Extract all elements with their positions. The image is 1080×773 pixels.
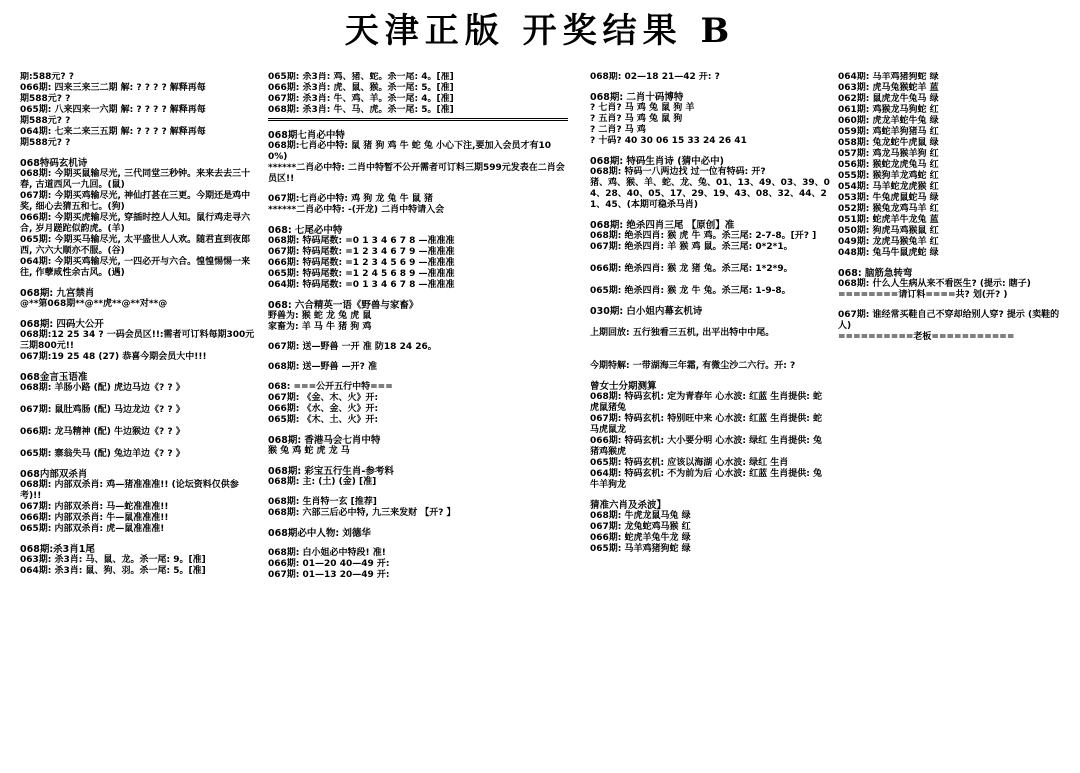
text-line: 064期: 杀3肖: 鼠、狗、羽。杀一尾: 5。[准] <box>20 566 206 576</box>
text-line <box>590 350 830 361</box>
text-line: 065期: 马羊鸡猪狗蛇 绿 <box>590 544 691 554</box>
text-line: 066期: 01—20 40—49 开: <box>268 559 390 569</box>
section-block <box>20 72 260 149</box>
text-line: 066期: 今期买虎输尽光, 穿插时控人人知。鼠行鸡走寻六合, 岁月蹉跎似韵虎。(羊) <box>20 213 251 234</box>
text-line: 052期: 猴兔龙鸡马羊 红 <box>838 204 939 214</box>
text-line: 066期: 龙马精神 (配) 牛边猴边《? ? 》 <box>20 427 185 437</box>
section-block <box>268 72 568 121</box>
text-line: 067期: 杀3肖: 牛、鸡、羊。杀一尾: 4。[准] <box>268 94 454 104</box>
text-line: 061期: 鸡猴龙马狗蛇 红 <box>838 105 939 115</box>
text-line: 068期: 主: (土) (金) [准] <box>268 477 377 487</box>
section-block <box>268 342 568 353</box>
text-line: 068: ===公开五行中特=== <box>268 382 393 392</box>
text-line: 051期: 蛇虎羊牛龙兔 蓝 <box>838 215 939 225</box>
section-title: 猜准六肖及杀波】 <box>590 500 667 511</box>
text-line: 067期:19 25 48 (27) 恭喜今期会员大中!!! <box>20 352 207 362</box>
section-title: 068金言玉语准 <box>20 372 88 383</box>
text-line: 058期: 兔龙蛇牛虎鼠 绿 <box>838 138 939 148</box>
text-line: 期588元? ? <box>20 116 71 126</box>
section-block <box>20 372 260 460</box>
text-line: 066期: 四来三来三二期 解: ? ? ? ? 解释再每 <box>20 83 206 93</box>
section-title: 068内部双杀肖 <box>20 469 88 480</box>
text-line: 066期: 杀3肖: 虎、鼠、猴。杀一尾: 5。[准] <box>268 83 454 93</box>
section-title: 068期必中人物: 刘德华 <box>268 528 371 539</box>
text-line: 066期: 蛇虎羊兔牛龙 绿 <box>590 533 691 543</box>
text-line <box>20 438 260 449</box>
text-line: 期:588元? ? <box>20 72 74 82</box>
section-block <box>590 500 830 555</box>
text-line: 067期: 龙兔蛇鸡马猴 红 <box>590 522 691 532</box>
text-line: 065期: 《木、土、火》开: <box>268 415 379 425</box>
column-2 <box>268 72 568 762</box>
section-block <box>268 194 568 216</box>
text-line: 057期: 鸡龙马猴羊狗 红 <box>838 149 939 159</box>
text-line: 068期: 绝杀四肖: 猴 虎 牛 鸡。杀三尾: 2-7-8。[开? ] <box>590 231 817 241</box>
text-line: 049期: 龙虎马猴兔羊 红 <box>838 237 939 247</box>
text-line: 065期: 八来四来一六期 解: ? ? ? ? 解释再每 <box>20 105 206 115</box>
section-block <box>838 268 1068 301</box>
text-line: 067期: 01—13 20—49 开: <box>268 570 390 580</box>
section-title: 068期: 二肖十码博特 <box>590 92 684 103</box>
section-title: 030期: 白小姐内幕玄机诗 <box>590 306 703 317</box>
text-line: 066期: 特码尾数: =1 2 3 4 5 6 9 —准准准 <box>268 258 455 268</box>
text-line: @**第068期**@**虎**@**对**@ <box>20 299 168 309</box>
text-line: 上期回放: 五行独看三五机, 出平出特中中尾。 <box>590 328 775 338</box>
text-line: 今期特解: 一带湖海三年霜, 有微尘沙二六行。开: ? <box>590 361 796 371</box>
text-line <box>590 275 830 286</box>
text-line: 062期: 鼠虎龙牛兔马 绿 <box>838 94 939 104</box>
text-line: 068期:七肖必中特: 鼠 猪 狗 鸡 牛 蛇 兔 小心下注,要加入会员才有100%) <box>268 141 551 162</box>
section-title: 068: 六合精英一语《野兽与家畜》 <box>268 300 419 311</box>
text-line: 068期: 02—18 21—42 开: ? <box>590 72 720 82</box>
text-line: 065期: 今期买马输尽光, 太平盛世人人欢。随君直到夜郎西, 六六大顺亦不服。(谷) <box>20 235 251 256</box>
text-line: 家畜为: 羊 马 牛 猪 狗 鸡 <box>268 322 372 332</box>
text-line: 068期: 内部双杀肖: 鸡—猪准准准!! (论坛资料仅供参考)!! <box>20 480 239 501</box>
text-line: 054期: 马羊蛇龙虎猴 红 <box>838 182 939 192</box>
section-title: 068期: 香港马会七肖中特 <box>268 435 381 446</box>
text-line: 猴 兔 鸡 蛇 虎 龙 马 <box>268 446 350 456</box>
text-line: 猪、鸡、猴、羊、蛇、龙、兔、01、13、49、03、39、04、28、40、05、17、29、19、43、08、32、44、21、45、(本期可稳杀马肖) <box>590 178 830 210</box>
text-line: 068期: 特码尾数: =0 1 3 4 6 7 8 —准准准 <box>268 236 455 246</box>
text-line <box>20 416 260 427</box>
text-line: 068期: 送—野兽 —开? 准 <box>268 362 378 372</box>
section-title: 068: 脑筋急转弯 <box>838 268 913 279</box>
section-title: 068期:杀3肖1尾 <box>20 544 95 555</box>
text-line: ******二肖必中特: 二肖中特暂不公开需者可订料三期599元发表在二肖会员区!! <box>268 163 565 184</box>
text-line: 068期: 白小姐必中特段! 准! <box>268 548 386 558</box>
section-divider <box>268 118 568 121</box>
text-line: 066期: 特码玄机: 大小要分明 心水波: 绿红 生肖提供: 兔猪鸡猴虎 <box>590 436 822 457</box>
text-line: 068期: 特码玄机: 定为青春年 心水波: 红蓝 生肖提供: 蛇虎鼠猪兔 <box>590 392 822 413</box>
text-line: 067期: 送—野兽 一开 准 防18 24 26。 <box>268 342 437 352</box>
text-line: 067期: 特码玄机: 特别旺中来 心水波: 红蓝 生肖提供: 蛇马虎鼠龙 <box>590 414 822 435</box>
text-line: 064期: 七来二来三五期 解: ? ? ? ? 解释再每 <box>20 127 206 137</box>
text-line: 056期: 猴蛇龙虎兔马 红 <box>838 160 939 170</box>
section-title: 068期: 九宫禁肖 <box>20 288 95 299</box>
section-block <box>268 300 568 333</box>
text-line: 064期: 马羊鸡猪狗蛇 绿 <box>838 72 939 82</box>
text-line: 064期: 今期买鸡输尽光, 一四必开与六合。惶惶惕惕一来往, 作孽咸性余古风。(遇) <box>20 257 251 278</box>
text-line: 063期: 虎马兔猴蛇羊 蓝 <box>838 83 939 93</box>
text-line: 064期: 特码玄机: 不为前为后 心水波: 红蓝 生肖提供: 兔牛羊狗龙 <box>590 469 822 490</box>
text-line: 059期: 鸡蛇羊狗猪马 红 <box>838 127 939 137</box>
text-line: 068期: 今期买鼠输尽光, 三代同堂三秒钟。来来去去三十春, 古道西风一九回。(鼠) <box>20 169 251 190</box>
section-title: 068期: 特码生肖诗 (猜中必中) <box>590 156 724 167</box>
section-block <box>590 220 830 297</box>
text-line: 068期: 杀3肖: 牛、马、虎。杀一尾: 5。[准] <box>268 105 454 115</box>
text-line: 067期: 特码尾数: =1 2 3 4 6 7 9 —准准准 <box>268 247 455 257</box>
text-line: 064期: 特码尾数: =0 1 3 4 6 7 8 —准准准 <box>268 280 455 290</box>
text-line <box>590 253 830 264</box>
text-line: 067期: 绝杀四肖: 羊 猴 鸡 鼠。杀三尾: 0*2*1。 <box>590 242 793 252</box>
section-block <box>590 92 830 147</box>
text-line: 065期: 内部双杀肖: 虎—鼠准准准! <box>20 524 165 534</box>
text-line: 067期: 今期买鸡输尽光, 神仙打甚在三更。今期还是鸡中奖, 细心去猜五和七。(狗) <box>20 191 251 212</box>
text-line: 068期: 羊肠小路 (配) 虎边马边《? ? 》 <box>20 383 185 393</box>
section-block <box>268 497 568 519</box>
section-block <box>268 466 568 488</box>
section-title: 068期七肖必中特 <box>268 130 345 141</box>
section-block <box>268 435 568 457</box>
section-block <box>590 381 830 491</box>
section-block <box>590 72 830 83</box>
text-line: 063期: 杀3肖: 马、鼠、龙。杀一尾: 9。[准] <box>20 555 206 565</box>
text-line: 067期: 谁经常买鞋自己不穿却给别人穿? 提示 (卖鞋的人) <box>838 310 1060 331</box>
section-title: 068期: 绝杀四肖三尾 【原创】准 <box>590 220 735 231</box>
text-line: 068期: 六部三后必中特, 九三来发财 【开? 】 <box>268 508 456 518</box>
text-line: ? 五肖? 马 鸡 兔 鼠 狗 <box>590 114 683 124</box>
section-block <box>268 528 568 539</box>
text-line: 065期: 寨翁失马 (配) 兔边羊边《? ? 》 <box>20 449 185 459</box>
text-line: 野兽为: 猴 蛇 龙 兔 虎 鼠 <box>268 311 372 321</box>
section-block <box>20 544 260 577</box>
section-block <box>838 72 1068 259</box>
text-line: 067期: 《金、木、火》开: <box>268 393 379 403</box>
text-line: 066期: 内部双杀肖: 牛—鼠准准准!! <box>20 513 169 523</box>
section-block <box>268 130 568 185</box>
section-block <box>20 469 260 535</box>
text-line: 期588元? ? <box>20 94 71 104</box>
section-title: 曾女士分期测算 <box>590 381 657 392</box>
text-line: 065期: 特码玄机: 应该以海湖 心水波: 绿红 生肖 <box>590 458 789 468</box>
text-line: ******二肖必中特: -(开龙) 二肖中特请入会 <box>268 205 445 215</box>
section-block <box>20 158 260 279</box>
text-line: 060期: 虎龙羊蛇牛兔 绿 <box>838 116 939 126</box>
text-line: 068期: 生肖特一玄 [推荐] <box>268 497 377 507</box>
section-title: 068: 七尾必中特 <box>268 225 343 236</box>
column-1 <box>20 72 260 762</box>
text-line: 068期: 牛虎龙鼠马兔 绿 <box>590 511 691 521</box>
text-line: 068期: 什么人生病从来不看医生? (提示: 瞎子) <box>838 279 1031 289</box>
section-block <box>838 310 1068 343</box>
text-line: 065期: 特码尾数: =1 2 4 5 6 8 9 —准准准 <box>268 269 455 279</box>
page-title: 天津正版 开奖结果 B <box>344 11 736 51</box>
text-line: ? 二肖? 马 鸡 <box>590 125 646 135</box>
section-block <box>268 382 568 426</box>
text-line <box>590 317 830 328</box>
text-line: 053期: 牛兔虎鼠蛇马 绿 <box>838 193 939 203</box>
text-line <box>590 339 830 350</box>
column-4 <box>838 72 1068 762</box>
text-line: 066期: 《水、金、火》开: <box>268 404 379 414</box>
text-line: 068期: 特码一八两边找 过一位有特码: 开? <box>590 167 766 177</box>
text-line: 067期:七肖必中特: 鸡 狗 龙 兔 牛 鼠 猪 <box>268 194 433 204</box>
section-block <box>268 548 568 581</box>
text-line: 048期: 兔马牛鼠虎蛇 绿 <box>838 248 939 258</box>
section-block <box>590 156 830 211</box>
text-line: 050期: 狗虎马鸡猴鼠 红 <box>838 226 939 236</box>
section-block <box>20 319 260 363</box>
section-block <box>268 225 568 291</box>
text-line: ==========老板=========== <box>838 332 1015 342</box>
text-line: 067期: 内部双杀肖: 马—蛇准准准!! <box>20 502 169 512</box>
section-block <box>268 362 568 373</box>
text-line: 期588元? ? <box>20 138 71 148</box>
text-line: 068期:12 25 34 ? 一码会员区!!:需者可订料每期300元三期800元!! <box>20 330 255 351</box>
text-line: ? 十码? 40 30 06 15 33 24 26 41 <box>590 136 747 146</box>
text-line: 065期: 杀3肖: 鸡、猪、蛇。杀一尾: 4。[准] <box>268 72 454 82</box>
section-title: 068期: 四码大公开 <box>20 319 104 330</box>
text-line: ========请订料====共? 划(开? ) <box>838 290 1008 300</box>
section-title: 068特码玄机诗 <box>20 158 88 169</box>
text-line: 067期: 鼠肚鸡肠 (配) 马边龙边《? ? 》 <box>20 405 185 415</box>
text-line: 055期: 猴狗羊龙鸡蛇 红 <box>838 171 939 181</box>
text-line: 066期: 绝杀四肖: 猴 龙 猪 兔。杀三尾: 1*2*9。 <box>590 264 793 274</box>
column-3 <box>590 72 830 762</box>
section-block <box>590 306 830 372</box>
text-line <box>20 394 260 405</box>
text-line: ? 七肖? 马 鸡 兔 鼠 狗 羊 <box>590 103 695 113</box>
section-title: 068期: 彩宝五行生肖-参考料 <box>268 466 394 477</box>
section-block <box>20 288 260 310</box>
text-line: 065期: 绝杀四肖: 猴 龙 牛 兔。杀三尾: 1-9-8。 <box>590 286 791 296</box>
